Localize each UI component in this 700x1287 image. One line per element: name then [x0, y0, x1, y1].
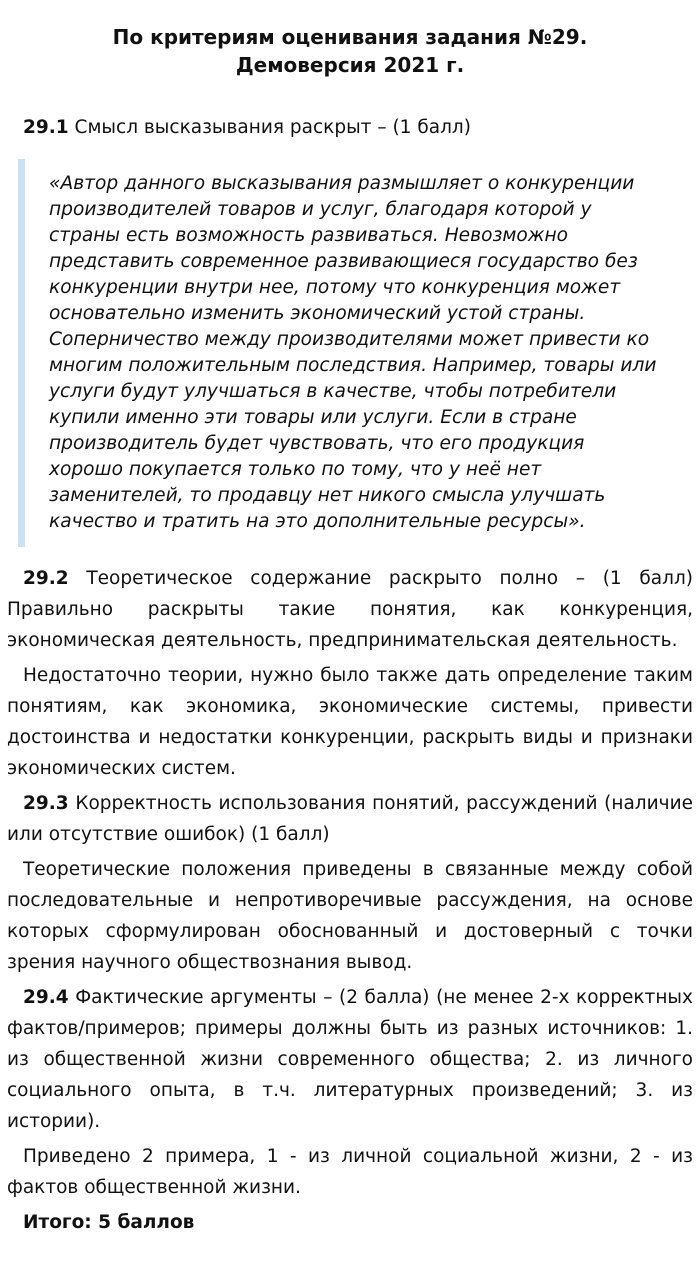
title-line-2: Демоверсия 2021 г. [235, 53, 465, 77]
criterion-29-2 [7, 563, 693, 656]
criterion-29-4 [7, 982, 693, 1137]
student-answer-quote [18, 159, 669, 547]
title-line-1: По критериям оценивания задания №29. [112, 25, 588, 49]
criterion-number: 29.1 [23, 117, 69, 138]
criterion-29-2-comment: Недостаточно теории, нужно было также дать определение таким понятиям, как экономика, экономические системы, привести достоинства и недостатки конкуренции, раскрыть виды и признаки экономических систем. [7, 665, 693, 779]
criterion-text: Теоретическое содержание раскрыто полно – (1 балл) Правильно раскрыты такие понятия, как конкуренция, экономическая деятельность, предпринимательская деятельность. [7, 568, 693, 651]
total-score: Итого: 5 баллов [23, 1212, 195, 1233]
criterion-text: Корректность использования понятий, рассуждений (наличие или отсутствие ошибок) (1 балл) [7, 793, 693, 845]
quote-text: «Автор данного высказывания размышляет о конкуренции производителей товаров и услуг, благодаря которой у страны есть возможность развиваться. Невозможно представить современное развивающиеся государство без конкуренции внутри нее, потому что конкуренция может основательно изменить экономический устой страны. Соперничество между производителями может привести ко многим положительным последствия. Например, товары или услуги будут улучшаться в качестве, чтобы потребители купили именно эти товары или услуги. Если в стране производитель будет чувствовать, что его продукция хорошо покупается только по тому, что у неё нет заменителей, то продавцу нет никого смысла улучшать качество и тратить на это дополнительные ресурсы». [49, 173, 657, 532]
criterion-29-4-comment: Приведено 2 примера, 1 - из личной социальной жизни, 2 - из фактов общественной жизни. [7, 1146, 693, 1198]
criterion-number: 29.4 [23, 987, 69, 1008]
criterion-29-1 [7, 112, 693, 143]
criterion-text: Смысл высказывания раскрыт – (1 балл) [68, 117, 471, 138]
criterion-number: 29.3 [23, 793, 69, 814]
criterion-29-3 [7, 788, 693, 850]
page-title [7, 0, 693, 79]
criterion-text: Фактические аргументы – (2 балла) (не менее 2-х корректных фактов/примеров; примеры должны быть из разных источников: 1. из общественной жизни современного общества; 2. из личного социального опыта, в т.ч. литературных произведений; 3. из истории). [7, 987, 693, 1132]
criterion-number: 29.2 [23, 568, 69, 589]
criterion-29-3-comment: Теоретические положения приведены в связанные между собой последовательные и непротиворечивые рассуждения, на основе которых сформулирован обоснованный и достоверный с точки зрения научного обществознания вывод. [7, 859, 693, 973]
